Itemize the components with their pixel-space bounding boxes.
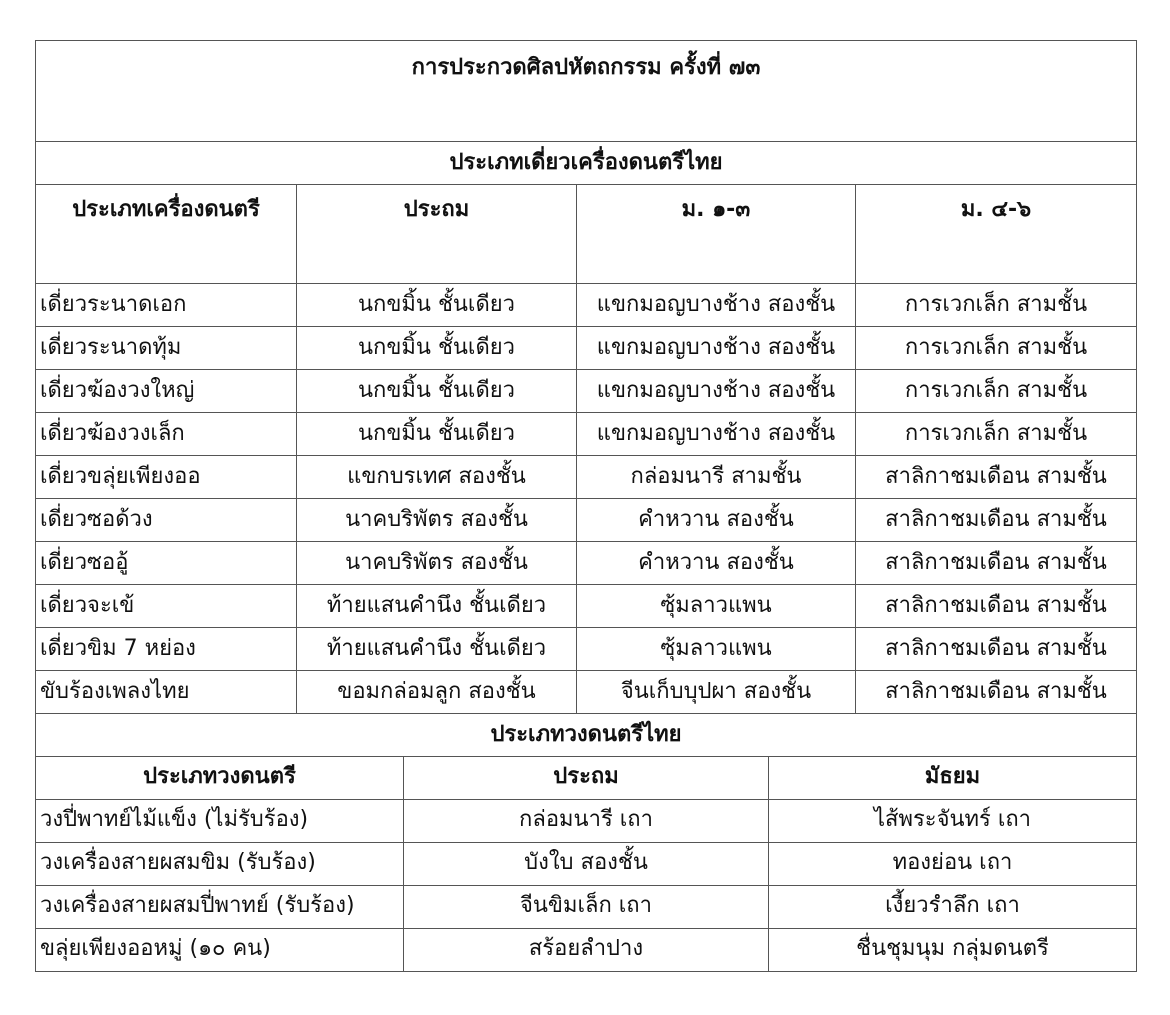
instrument-cell: เดี่ยวขลุ่ยเพียงออ — [36, 456, 297, 499]
song-cell: สาลิกาชมเดือน สามชั้น — [856, 628, 1137, 671]
table-row — [36, 413, 1137, 456]
song-cell: เงี้ยวรำลึก เถา — [769, 885, 1137, 928]
song-cell: คำหวาน สองชั้น — [577, 499, 856, 542]
table-row — [36, 370, 1137, 413]
song-cell: ท้ายแสนคำนึง ชั้นเดียว — [297, 628, 577, 671]
song-cell: นกขมิ้น ชั้นเดียว — [297, 284, 577, 327]
solo-instrument-table — [35, 40, 1137, 757]
song-cell: สาลิกาชมเดือน สามชั้น — [856, 499, 1137, 542]
band-table — [35, 756, 1137, 972]
table-row — [36, 671, 1137, 714]
instrument-cell: เดี่ยวจะเข้ — [36, 585, 297, 628]
song-cell: ทองย่อน เถา — [769, 842, 1137, 885]
song-cell: แขกบรเทศ สองชั้น — [297, 456, 577, 499]
instrument-cell: เดี่ยวซอด้วง — [36, 499, 297, 542]
song-cell: การเวกเล็ก สามชั้น — [856, 413, 1137, 456]
song-cell: คำหวาน สองชั้น — [577, 542, 856, 585]
document-title: การประกวดศิลปหัตถกรรม ครั้งที่ ๗๓ — [36, 41, 1137, 142]
song-cell: ซุ้มลาวแพน — [577, 628, 856, 671]
table-row — [36, 585, 1137, 628]
solo-header-m1-3: ม. ๑-๓ — [577, 185, 856, 284]
table-row — [36, 456, 1137, 499]
band-type-cell: วงปี่พาทย์ไม้แข็ง (ไม่รับร้อง) — [36, 799, 404, 842]
solo-header-m4-6: ม. ๔-๖ — [856, 185, 1137, 284]
song-cell: นกขมิ้น ชั้นเดียว — [297, 413, 577, 456]
solo-header-primary: ประถม — [297, 185, 577, 284]
band-header-secondary: มัธยม — [769, 756, 1137, 799]
table-row — [36, 885, 1137, 928]
band-type-cell: ขลุ่ยเพียงออหมู่ (๑๐ คน) — [36, 928, 404, 971]
solo-section-title: ประเภทเดี่ยวเครื่องดนตรีไทย — [36, 142, 1137, 185]
band-type-cell: วงเครื่องสายผสมปี่พาทย์ (รับร้อง) — [36, 885, 404, 928]
song-cell: การเวกเล็ก สามชั้น — [856, 370, 1137, 413]
instrument-cell: ขับร้องเพลงไทย — [36, 671, 297, 714]
song-cell: บังใบ สองชั้น — [404, 842, 769, 885]
song-cell: การเวกเล็ก สามชั้น — [856, 284, 1137, 327]
song-cell: สาลิกาชมเดือน สามชั้น — [856, 585, 1137, 628]
song-cell: แขกมอญบางช้าง สองชั้น — [577, 284, 856, 327]
song-cell: ซุ้มลาวแพน — [577, 585, 856, 628]
song-cell: ไส้พระจันทร์ เถา — [769, 799, 1137, 842]
song-cell: นาคบริพัตร สองชั้น — [297, 499, 577, 542]
song-cell: นกขมิ้น ชั้นเดียว — [297, 370, 577, 413]
table-row — [36, 284, 1137, 327]
song-cell: นาคบริพัตร สองชั้น — [297, 542, 577, 585]
instrument-cell: เดี่ยวขิม 7 หย่อง — [36, 628, 297, 671]
instrument-cell: เดี่ยวระนาดเอก — [36, 284, 297, 327]
table-row — [36, 542, 1137, 585]
table-row — [36, 499, 1137, 542]
instrument-cell: เดี่ยวฆ้องวงใหญ่ — [36, 370, 297, 413]
table-row — [36, 628, 1137, 671]
song-cell: ชื่นชุมนุม กลุ่มดนตรี — [769, 928, 1137, 971]
band-header-primary: ประถม — [404, 756, 769, 799]
solo-header-instrument: ประเภทเครื่องดนตรี — [36, 185, 297, 284]
table-row — [36, 928, 1137, 971]
song-cell: สาลิกาชมเดือน สามชั้น — [856, 456, 1137, 499]
band-type-cell: วงเครื่องสายผสมขิม (รับร้อง) — [36, 842, 404, 885]
song-cell: แขกมอญบางช้าง สองชั้น — [577, 413, 856, 456]
song-cell: สาลิกาชมเดือน สามชั้น — [856, 542, 1137, 585]
song-cell: แขกมอญบางช้าง สองชั้น — [577, 370, 856, 413]
instrument-cell: เดี่ยวซออู้ — [36, 542, 297, 585]
song-cell: จีนขิมเล็ก เถา — [404, 885, 769, 928]
song-cell: การเวกเล็ก สามชั้น — [856, 327, 1137, 370]
table-row — [36, 842, 1137, 885]
song-cell: สาลิกาชมเดือน สามชั้น — [856, 671, 1137, 714]
song-cell: ท้ายแสนคำนึง ชั้นเดียว — [297, 585, 577, 628]
song-cell: ขอมกล่อมลูก สองชั้น — [297, 671, 577, 714]
table-row — [36, 799, 1137, 842]
band-header-type: ประเภทวงดนตรี — [36, 756, 404, 799]
song-cell: กล่อมนารี สามชั้น — [577, 456, 856, 499]
song-cell: นกขมิ้น ชั้นเดียว — [297, 327, 577, 370]
song-cell: กล่อมนารี เถา — [404, 799, 769, 842]
competition-document — [35, 40, 1136, 972]
instrument-cell: เดี่ยวระนาดทุ้ม — [36, 327, 297, 370]
instrument-cell: เดี่ยวฆ้องวงเล็ก — [36, 413, 297, 456]
song-cell: สร้อยลำปาง — [404, 928, 769, 971]
song-cell: จีนเก็บบุปผา สองชั้น — [577, 671, 856, 714]
band-section-title: ประเภทวงดนตรีไทย — [36, 714, 1137, 757]
song-cell: แขกมอญบางช้าง สองชั้น — [577, 327, 856, 370]
table-row — [36, 327, 1137, 370]
